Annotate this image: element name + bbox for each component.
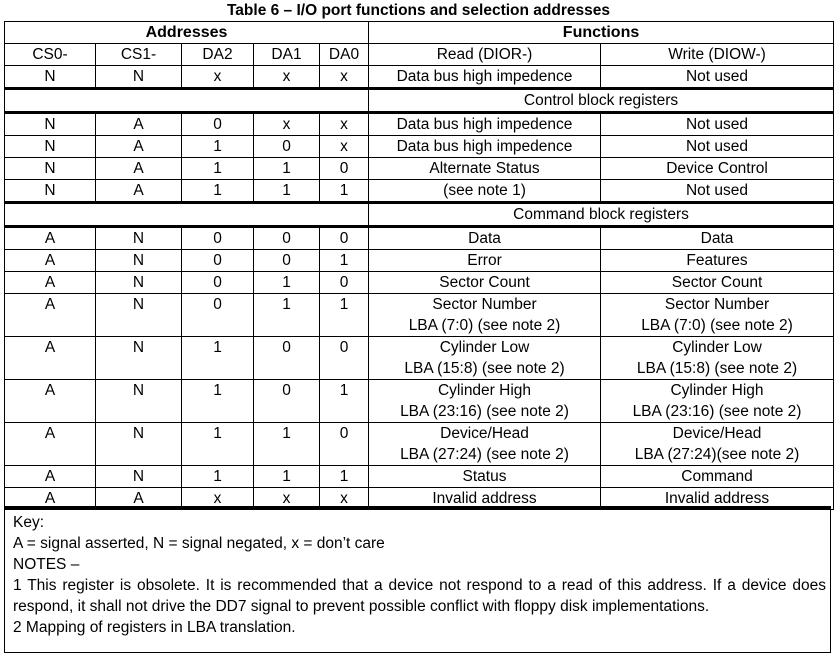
- cell-read: [369, 158, 601, 180]
- io-port-table: [4, 21, 834, 510]
- table-row: [5, 180, 834, 203]
- cell-write-line: Sector Number: [664, 296, 770, 313]
- cell-da0: 0: [320, 227, 369, 250]
- cell-read-line: Sector Count: [439, 274, 530, 291]
- cell-read-line: Device/Head: [440, 425, 529, 442]
- cell-da0: x: [320, 66, 369, 89]
- section-blank: [5, 203, 369, 227]
- cell-cs1: N: [96, 227, 182, 250]
- cell-read-line: Data bus high impedence: [396, 116, 573, 133]
- cell-cs0: N: [5, 158, 96, 180]
- column-header-write: Write (DIOW-): [601, 44, 834, 66]
- cell-da1: 1: [254, 294, 320, 337]
- column-header-cs0: CS0-: [5, 44, 96, 66]
- cell-da2: 0: [182, 294, 254, 337]
- section-label: Command block registers: [369, 203, 834, 227]
- cell-read: [369, 136, 601, 158]
- table-row: [5, 294, 834, 337]
- cell-read: [369, 423, 601, 466]
- cell-read-line: (see note 1): [443, 182, 526, 199]
- cell-da0: x: [320, 136, 369, 158]
- cell-da2: 1: [182, 158, 254, 180]
- cell-da0: 1: [320, 250, 369, 272]
- cell-cs1: N: [96, 466, 182, 488]
- cell-read-line: Sector Number: [432, 296, 537, 313]
- header-row: [5, 22, 834, 44]
- cell-da1: 1: [254, 158, 320, 180]
- cell-write: [601, 180, 834, 203]
- section-control-row: [5, 89, 834, 113]
- cell-da0: 1: [320, 380, 369, 423]
- cell-write-line: LBA (23:16) (see note 2): [632, 403, 802, 420]
- cell-cs0: A: [5, 294, 96, 337]
- key-and-notes: [4, 506, 831, 653]
- cell-write: [601, 272, 834, 294]
- cell-write-line: Not used: [685, 138, 749, 155]
- cell-da2: 0: [182, 272, 254, 294]
- cell-da2: x: [182, 488, 254, 510]
- table-row: [5, 66, 834, 89]
- cell-cs1: A: [96, 180, 182, 203]
- cell-da1: x: [254, 66, 320, 89]
- cell-read-line: Alternate Status: [429, 160, 540, 177]
- cell-read: [369, 180, 601, 203]
- functions-header: Functions: [369, 22, 834, 44]
- cell-write: [601, 158, 834, 180]
- cell-read: [369, 380, 601, 423]
- note-1: 1 This register is obsolete. It is recommended that a device not respond to a read of this address. If a device does respond, it shall not drive the DD7 signal to prevent possible conflict with floppy disk implementations.: [13, 577, 826, 615]
- cell-write-line: Device Control: [666, 160, 768, 177]
- cell-write-line: LBA (7:0) (see note 2): [641, 317, 793, 334]
- cell-cs0: N: [5, 180, 96, 203]
- cell-write-line: Not used: [685, 68, 749, 85]
- cell-read: [369, 337, 601, 380]
- cell-da2: 1: [182, 466, 254, 488]
- cell-da1: 1: [254, 272, 320, 294]
- table-title: Table 6 – I/O port functions and selection addresses: [226, 2, 610, 19]
- section-blank: [5, 89, 369, 113]
- notes-label: NOTES –: [13, 556, 80, 573]
- cell-cs1: A: [96, 113, 182, 136]
- cell-cs0: A: [5, 488, 96, 510]
- cell-write: [601, 136, 834, 158]
- cell-da0: x: [320, 488, 369, 510]
- column-header-da0: DA0: [320, 44, 369, 66]
- column-header-read: Read (DIOR-): [369, 44, 601, 66]
- cell-da2: 0: [182, 113, 254, 136]
- cell-write-line: LBA (15:8) (see note 2): [636, 360, 798, 377]
- cell-da1: 1: [254, 466, 320, 488]
- cell-read-line: Data: [468, 230, 501, 247]
- cell-read: [369, 250, 601, 272]
- cell-da1: 0: [254, 380, 320, 423]
- cell-da2: 1: [182, 180, 254, 203]
- cell-cs0: N: [5, 66, 96, 89]
- cell-write-line: Command: [681, 468, 753, 485]
- cell-cs0: A: [5, 466, 96, 488]
- cell-da1: 0: [254, 136, 320, 158]
- cell-da0: 1: [320, 180, 369, 203]
- cell-write: [601, 113, 834, 136]
- cell-write-line: Data: [700, 230, 734, 247]
- cell-read: [369, 66, 601, 89]
- cell-read-line: LBA (15:8) (see note 2): [404, 360, 565, 377]
- cell-read-line: Error: [467, 252, 502, 269]
- table-row: [5, 337, 834, 380]
- cell-da2: 0: [182, 250, 254, 272]
- cell-da2: 1: [182, 136, 254, 158]
- note-2: 2 Mapping of registers in LBA translation.: [13, 619, 296, 636]
- cell-read-line: Invalid address: [432, 490, 537, 507]
- cell-da1: x: [254, 488, 320, 510]
- cell-write: [601, 337, 834, 380]
- cell-cs1: A: [96, 158, 182, 180]
- cell-cs0: A: [5, 227, 96, 250]
- cell-da1: 0: [254, 227, 320, 250]
- cell-write-line: Features: [686, 252, 748, 269]
- cell-cs1: N: [96, 272, 182, 294]
- table-row: [5, 380, 834, 423]
- table-row: [5, 272, 834, 294]
- cell-write: [601, 250, 834, 272]
- cell-read: [369, 466, 601, 488]
- cell-da0: 1: [320, 294, 369, 337]
- cell-da1: x: [254, 113, 320, 136]
- cell-da2: x: [182, 66, 254, 89]
- cell-cs0: N: [5, 136, 96, 158]
- table-row: [5, 250, 834, 272]
- cell-da0: 0: [320, 272, 369, 294]
- cell-da2: 1: [182, 380, 254, 423]
- cell-da1: 0: [254, 250, 320, 272]
- cell-read-line: LBA (23:16) (see note 2): [400, 403, 569, 420]
- cell-write-line: Cylinder Low: [672, 339, 762, 356]
- cell-da1: 0: [254, 337, 320, 380]
- cell-cs1: N: [96, 380, 182, 423]
- cell-read: [369, 113, 601, 136]
- cell-da0: 0: [320, 337, 369, 380]
- cell-read-line: LBA (7:0) (see note 2): [408, 317, 561, 334]
- cell-cs1: N: [96, 66, 182, 89]
- cell-read: [369, 272, 601, 294]
- cell-da2: 1: [182, 337, 254, 380]
- cell-write-line: LBA (27:24)(see note 2): [634, 446, 800, 463]
- cell-read-line: Cylinder High: [437, 382, 532, 399]
- cell-write: [601, 423, 834, 466]
- table-row: [5, 227, 834, 250]
- cell-da2: 1: [182, 423, 254, 466]
- table-row: [5, 466, 834, 488]
- table-row: [5, 423, 834, 466]
- cell-da0: 0: [320, 423, 369, 466]
- cell-read: [369, 227, 601, 250]
- cell-da0: 1: [320, 466, 369, 488]
- cell-da0: x: [320, 113, 369, 136]
- cell-da0: 0: [320, 158, 369, 180]
- cell-read-line: LBA (27:24) (see note 2): [400, 446, 569, 463]
- column-header-da2: DA2: [182, 44, 254, 66]
- cell-cs0: A: [5, 272, 96, 294]
- cell-write-line: Sector Count: [671, 274, 763, 291]
- cell-write: [601, 466, 834, 488]
- cell-cs1: A: [96, 488, 182, 510]
- cell-write: [601, 380, 834, 423]
- cell-cs1: N: [96, 423, 182, 466]
- cell-cs0: A: [5, 337, 96, 380]
- cell-cs1: N: [96, 337, 182, 380]
- key-legend: A = signal asserted, N = signal negated, x = don’t care: [13, 535, 385, 552]
- cell-write-line: Cylinder High: [670, 382, 764, 399]
- cell-read-line: Status: [462, 468, 507, 485]
- cell-read-line: Cylinder Low: [439, 339, 530, 356]
- cell-write: [601, 227, 834, 250]
- cell-cs1: A: [96, 136, 182, 158]
- cell-write-line: Invalid address: [664, 490, 770, 507]
- cell-write-line: Not used: [685, 182, 749, 199]
- column-header-da1: DA1: [254, 44, 320, 66]
- cell-cs0: N: [5, 113, 96, 136]
- column-header-row: [5, 44, 834, 66]
- table-row: [5, 158, 834, 180]
- cell-write: [601, 66, 834, 89]
- section-command-row: [5, 203, 834, 227]
- cell-write-line: Device/Head: [672, 425, 762, 442]
- cell-read: [369, 294, 601, 337]
- cell-cs1: N: [96, 294, 182, 337]
- cell-cs0: A: [5, 380, 96, 423]
- addresses-header: Addresses: [5, 22, 369, 44]
- cell-write-line: Not used: [685, 116, 749, 133]
- cell-cs0: A: [5, 423, 96, 466]
- cell-da1: 1: [254, 180, 320, 203]
- table-row: [5, 113, 834, 136]
- cell-read-line: Data bus high impedence: [396, 138, 573, 155]
- cell-cs0: A: [5, 250, 96, 272]
- cell-cs1: N: [96, 250, 182, 272]
- column-header-cs1: CS1-: [96, 44, 182, 66]
- key-label: Key:: [13, 514, 45, 531]
- cell-write: [601, 294, 834, 337]
- table-row: [5, 136, 834, 158]
- cell-read-line: Data bus high impedence: [396, 68, 573, 85]
- section-label: Control block registers: [369, 89, 834, 113]
- cell-da2: 0: [182, 227, 254, 250]
- cell-da1: 1: [254, 423, 320, 466]
